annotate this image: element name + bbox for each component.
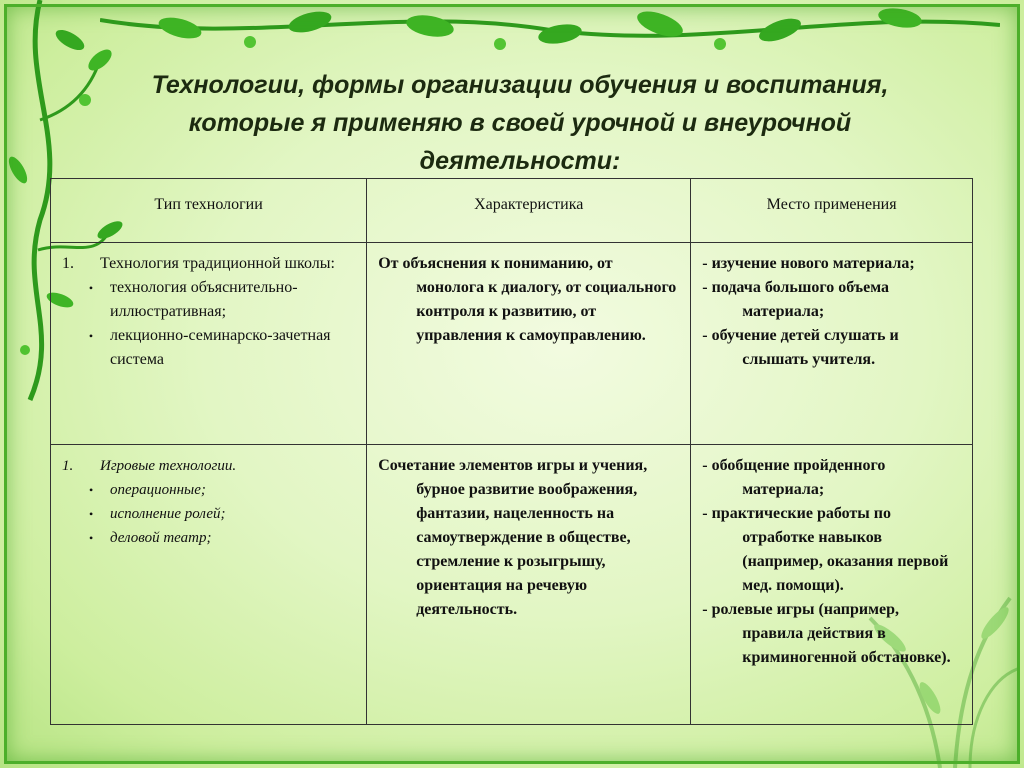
place-item: - ролевые игры (например, правила действия в криминогенной обстановке). <box>702 601 951 666</box>
place-item: - изучение нового материала; <box>702 255 915 272</box>
table-row <box>51 445 973 725</box>
table-row <box>51 243 973 445</box>
title-line-2: которые я применяю в своей урочной и внеурочной <box>188 109 852 137</box>
title-line-1: Технологии, формы организации обучения и воспитания, <box>151 71 889 99</box>
characteristic-text: Сочетание элементов игры и учения, бурное развитие воображения, фантазии, нацеленность на самоутверждение в обществе, стремление к розыгрышу, ориентация на речевую деятельность. <box>378 457 648 618</box>
characteristic-cell <box>367 445 691 725</box>
type-list <box>62 276 357 372</box>
place-item: - обучение детей слушать и слышать учителя. <box>702 327 899 368</box>
type-cell <box>51 243 367 445</box>
place-cell <box>691 445 973 725</box>
place-item: - практические работы по отработке навыков (например, оказания первой мед. помощи). <box>702 505 949 594</box>
technologies-table <box>50 178 973 725</box>
place-item: - обобщение пройденного материала; <box>702 457 886 498</box>
place-cell <box>691 243 973 445</box>
row-number: 1. <box>62 255 74 272</box>
slide-title <box>60 66 980 180</box>
place-item: - подача большого объема материала; <box>702 279 890 320</box>
leaf-garland-icon <box>100 0 1000 60</box>
list-item: • исполнение ролей; <box>88 506 226 522</box>
type-cell <box>51 445 367 725</box>
row-number: 1. <box>62 458 74 474</box>
type-list <box>62 478 357 550</box>
type-title: Игровые технологии. <box>100 458 237 474</box>
list-item: • операционные; <box>88 482 206 498</box>
header-characteristic: Характеристика <box>367 179 691 243</box>
characteristic-cell <box>367 243 691 445</box>
table-header-row <box>51 179 973 243</box>
list-item: • деловой театр; <box>88 530 212 546</box>
header-type: Тип технологии <box>51 179 367 243</box>
title-line-3: деятельности: <box>419 147 621 175</box>
list-item: • лекционно-семинарско-зачетная система <box>88 327 331 368</box>
characteristic-text: От объяснения к пониманию, от монолога к диалогу, от социального контроля к развитию, от управления к самоуправлению. <box>378 255 677 344</box>
type-title: Технология традиционной школы: <box>100 255 335 272</box>
header-place: Место применения <box>691 179 973 243</box>
list-item: • технология объяснительно-иллюстративная; <box>88 279 298 320</box>
